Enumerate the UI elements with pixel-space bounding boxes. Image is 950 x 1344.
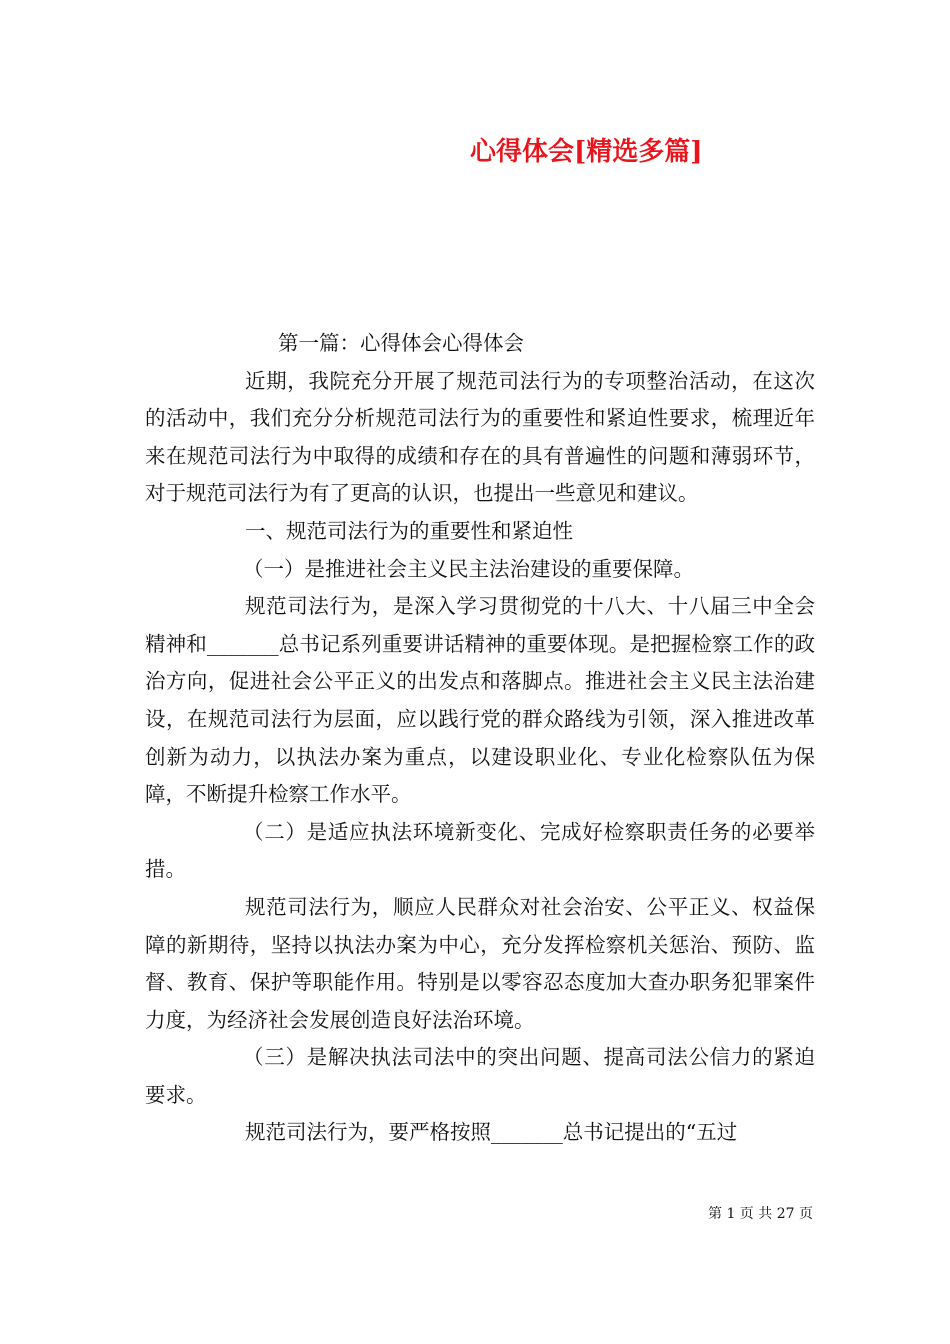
paragraph: 规范司法行为，要严格按照_______总书记提出的“五过 (245, 1120, 738, 1145)
paragraph: 规范司法行为，是深入学习贯彻党的十八大、十八届三中全会精神和_______总书记系列重要讲话精神的重要体现。是把握检察工作的政治方向，促进社会公平正义的出发点和落脚点。推进社会主义民主法治建设，在规范司法行为层面，应以践行党的群众路线为引领，深入推进改革创新为动力，以执法办案为重点，以建设职业化、专业化检察队伍为保障，不断提升检察工作水平。 (145, 594, 815, 807)
subsection-item: （二）是适应执法环境新变化、完成好检察职责任务的必要举措。 (145, 819, 815, 882)
subsection-heading: 一、规范司法行为的重要性和紧迫性 (245, 518, 573, 543)
page-footer: 第 1 页 共 27 页 (708, 1206, 813, 1222)
section-heading: 第一篇：心得体会心得体会 (278, 331, 524, 355)
document-body (145, 325, 815, 1152)
paragraph: 规范司法行为，顺应人民群众对社会治安、公平正义、权益保障的新期待，坚持以执法办案为中心，充分发挥检察机关惩治、预防、监督、教育、保护等职能作用。特别是以零容忍态度加大查办职务犯罪案件力度，为经济社会发展创造良好法治环境。 (145, 894, 815, 1032)
subsection-item: （一）是推进社会主义民主法治建设的重要保障。 (243, 556, 694, 581)
document-title: 心得体会[精选多篇] (470, 137, 703, 167)
paragraph: 近期，我院充分开展了规范司法行为的专项整治活动，在这次的活动中，我们充分分析规范司法行为的重要性和紧迫性要求，梳理近年来在规范司法行为中取得的成绩和存在的具有普遍性的问题和薄弱环节，对于规范司法行为有了更高的认识，也提出一些意见和建议。 (145, 368, 815, 506)
subsection-item: （三）是解决执法司法中的突出问题、提高司法公信力的紧迫要求。 (145, 1045, 815, 1107)
